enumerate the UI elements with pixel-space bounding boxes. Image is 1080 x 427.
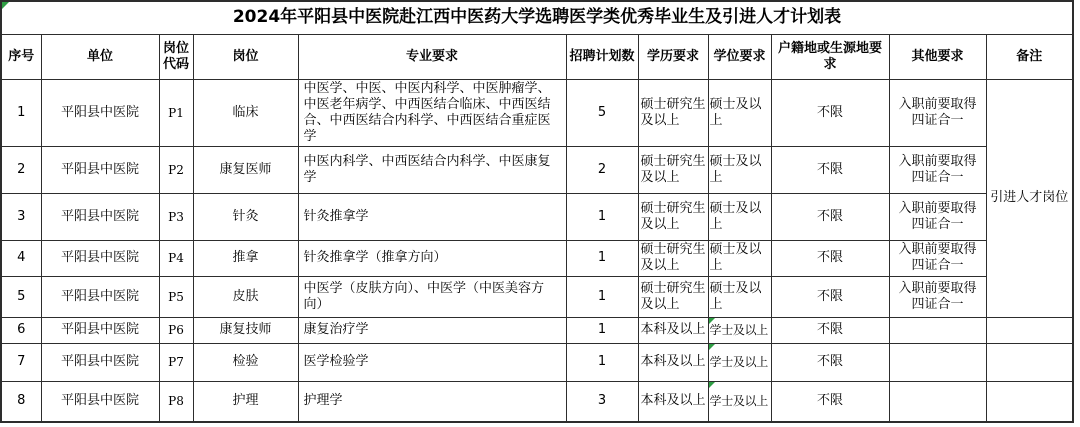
cell-residence[interactable]: 不限: [771, 240, 889, 276]
cell-unit[interactable]: 平阳县中医院: [41, 240, 159, 276]
cell-major[interactable]: 针灸推拿学: [298, 193, 566, 240]
table-row: [1, 240, 1073, 276]
cell-unit[interactable]: 平阳县中医院: [41, 146, 159, 193]
col-header-remark[interactable]: 备注: [986, 34, 1073, 79]
excel-error-indicator-icon: [709, 318, 715, 324]
cell-post[interactable]: 康复医师: [193, 146, 298, 193]
cell-post[interactable]: 护理: [193, 381, 298, 422]
cell-other[interactable]: [889, 343, 986, 381]
cell-unit[interactable]: 平阳县中医院: [41, 193, 159, 240]
cell-count[interactable]: 1: [566, 240, 638, 276]
cell-other[interactable]: [889, 381, 986, 422]
cell-major[interactable]: 康复治疗学: [298, 317, 566, 343]
cell-code[interactable]: P2: [159, 146, 193, 193]
sheet-title-cell[interactable]: [1, 1, 1073, 34]
page-title: 2024年平阳县中医院赴江西中医药大学选聘医学类优秀毕业生及引进人才计划表: [232, 7, 842, 28]
cell-code[interactable]: P8: [159, 381, 193, 422]
table-row: [1, 343, 1073, 381]
cell-unit[interactable]: 平阳县中医院: [41, 79, 159, 146]
cell-residence[interactable]: 不限: [771, 317, 889, 343]
cell-seq[interactable]: 3: [1, 193, 41, 240]
cell-seq[interactable]: 2: [1, 146, 41, 193]
cell-degree[interactable]: 硕士及以上: [708, 276, 771, 317]
cell-edu[interactable]: 硕士研究生及以上: [638, 193, 708, 240]
cell-other[interactable]: 入职前要取得四证合一: [889, 146, 986, 193]
col-header-degree[interactable]: 学位要求: [708, 34, 771, 79]
cell-post[interactable]: 康复技师: [193, 317, 298, 343]
cell-degree[interactable]: 学士及以上: [708, 317, 771, 343]
cell-other[interactable]: 入职前要取得四证合一: [889, 193, 986, 240]
table-row: [1, 79, 1073, 146]
cell-seq[interactable]: 5: [1, 276, 41, 317]
col-header-edu[interactable]: 学历要求: [638, 34, 708, 79]
title-row: [1, 1, 1073, 34]
col-header-major[interactable]: 专业要求: [298, 34, 566, 79]
table-row: [1, 381, 1073, 422]
cell-degree[interactable]: 学士及以上: [708, 381, 771, 422]
cell-other[interactable]: 入职前要取得四证合一: [889, 276, 986, 317]
cell-degree[interactable]: 硕士及以上: [708, 79, 771, 146]
cell-major[interactable]: 护理学: [298, 381, 566, 422]
cell-seq[interactable]: 1: [1, 79, 41, 146]
cell-post[interactable]: 临床: [193, 79, 298, 146]
excel-error-indicator-icon: [709, 382, 715, 388]
cell-post[interactable]: 针灸: [193, 193, 298, 240]
cell-unit[interactable]: 平阳县中医院: [41, 343, 159, 381]
cell-edu[interactable]: 硕士研究生及以上: [638, 146, 708, 193]
cell-degree[interactable]: 硕士及以上: [708, 146, 771, 193]
cell-seq[interactable]: 7: [1, 343, 41, 381]
cell-residence[interactable]: 不限: [771, 343, 889, 381]
cell-residence[interactable]: 不限: [771, 193, 889, 240]
cell-major[interactable]: 医学检验学: [298, 343, 566, 381]
cell-edu[interactable]: 硕士研究生及以上: [638, 240, 708, 276]
col-header-count[interactable]: 招聘计划数: [566, 34, 638, 79]
col-header-seq[interactable]: 序号: [1, 34, 41, 79]
cell-edu[interactable]: 本科及以上: [638, 381, 708, 422]
cell-unit[interactable]: 平阳县中医院: [41, 317, 159, 343]
cell-code[interactable]: P5: [159, 276, 193, 317]
cell-remark[interactable]: [986, 317, 1073, 343]
cell-edu[interactable]: 硕士研究生及以上: [638, 79, 708, 146]
cell-remark-merged[interactable]: 引进人才岗位: [986, 79, 1073, 317]
cell-edu[interactable]: 本科及以上: [638, 343, 708, 381]
col-header-code[interactable]: 岗位代码: [159, 34, 193, 79]
cell-post[interactable]: 检验: [193, 343, 298, 381]
cell-count[interactable]: 2: [566, 146, 638, 193]
cell-count[interactable]: 5: [566, 79, 638, 146]
cell-seq[interactable]: 4: [1, 240, 41, 276]
cell-code[interactable]: P7: [159, 343, 193, 381]
cell-major[interactable]: 中医学、中医、中医内科学、中医肿瘤学、中医老年病学、中西医结合临床、中西医结合、中西医结合内科学、中西医结合重症医学: [298, 79, 566, 146]
excel-error-indicator-icon: [709, 344, 715, 350]
cell-major[interactable]: 中医内科学、中西医结合内科学、中医康复学: [298, 146, 566, 193]
cell-residence[interactable]: 不限: [771, 381, 889, 422]
cell-count[interactable]: 3: [566, 381, 638, 422]
header-row: [1, 34, 1073, 79]
cell-unit[interactable]: 平阳县中医院: [41, 381, 159, 422]
cell-seq[interactable]: 6: [1, 317, 41, 343]
table-row: [1, 146, 1073, 193]
excel-error-indicator-icon: [2, 2, 9, 9]
cell-unit[interactable]: 平阳县中医院: [41, 276, 159, 317]
cell-degree[interactable]: 硕士及以上: [708, 193, 771, 240]
cell-code[interactable]: P4: [159, 240, 193, 276]
col-header-unit[interactable]: 单位: [41, 34, 159, 79]
cell-major[interactable]: 针灸推拿学（推拿方向）: [298, 240, 566, 276]
cell-remark[interactable]: [986, 343, 1073, 381]
cell-count[interactable]: 1: [566, 276, 638, 317]
cell-other[interactable]: 入职前要取得四证合一: [889, 79, 986, 146]
cell-degree[interactable]: 学士及以上: [708, 343, 771, 381]
cell-residence[interactable]: 不限: [771, 276, 889, 317]
cell-post[interactable]: 皮肤: [193, 276, 298, 317]
table-row: [1, 193, 1073, 240]
cell-major[interactable]: 中医学（皮肤方向）、中医学（中医美容方向）: [298, 276, 566, 317]
cell-code[interactable]: P1: [159, 79, 193, 146]
cell-count[interactable]: 1: [566, 317, 638, 343]
cell-count[interactable]: 1: [566, 343, 638, 381]
table-row: [1, 317, 1073, 343]
cell-code[interactable]: P6: [159, 317, 193, 343]
col-header-residence[interactable]: 户籍地或生源地要求: [771, 34, 889, 79]
cell-residence[interactable]: 不限: [771, 146, 889, 193]
cell-seq[interactable]: 8: [1, 381, 41, 422]
cell-remark[interactable]: [986, 381, 1073, 422]
cell-count[interactable]: 1: [566, 193, 638, 240]
cell-post[interactable]: 推拿: [193, 240, 298, 276]
cell-degree[interactable]: 硕士及以上: [708, 240, 771, 276]
table-row: [1, 276, 1073, 317]
cell-edu[interactable]: 硕士研究生及以上: [638, 276, 708, 317]
cell-edu[interactable]: 本科及以上: [638, 317, 708, 343]
col-header-other[interactable]: 其他要求: [889, 34, 986, 79]
col-header-post[interactable]: 岗位: [193, 34, 298, 79]
cell-other[interactable]: 入职前要取得四证合一: [889, 240, 986, 276]
cell-residence[interactable]: 不限: [771, 79, 889, 146]
cell-code[interactable]: P3: [159, 193, 193, 240]
cell-other[interactable]: [889, 317, 986, 343]
